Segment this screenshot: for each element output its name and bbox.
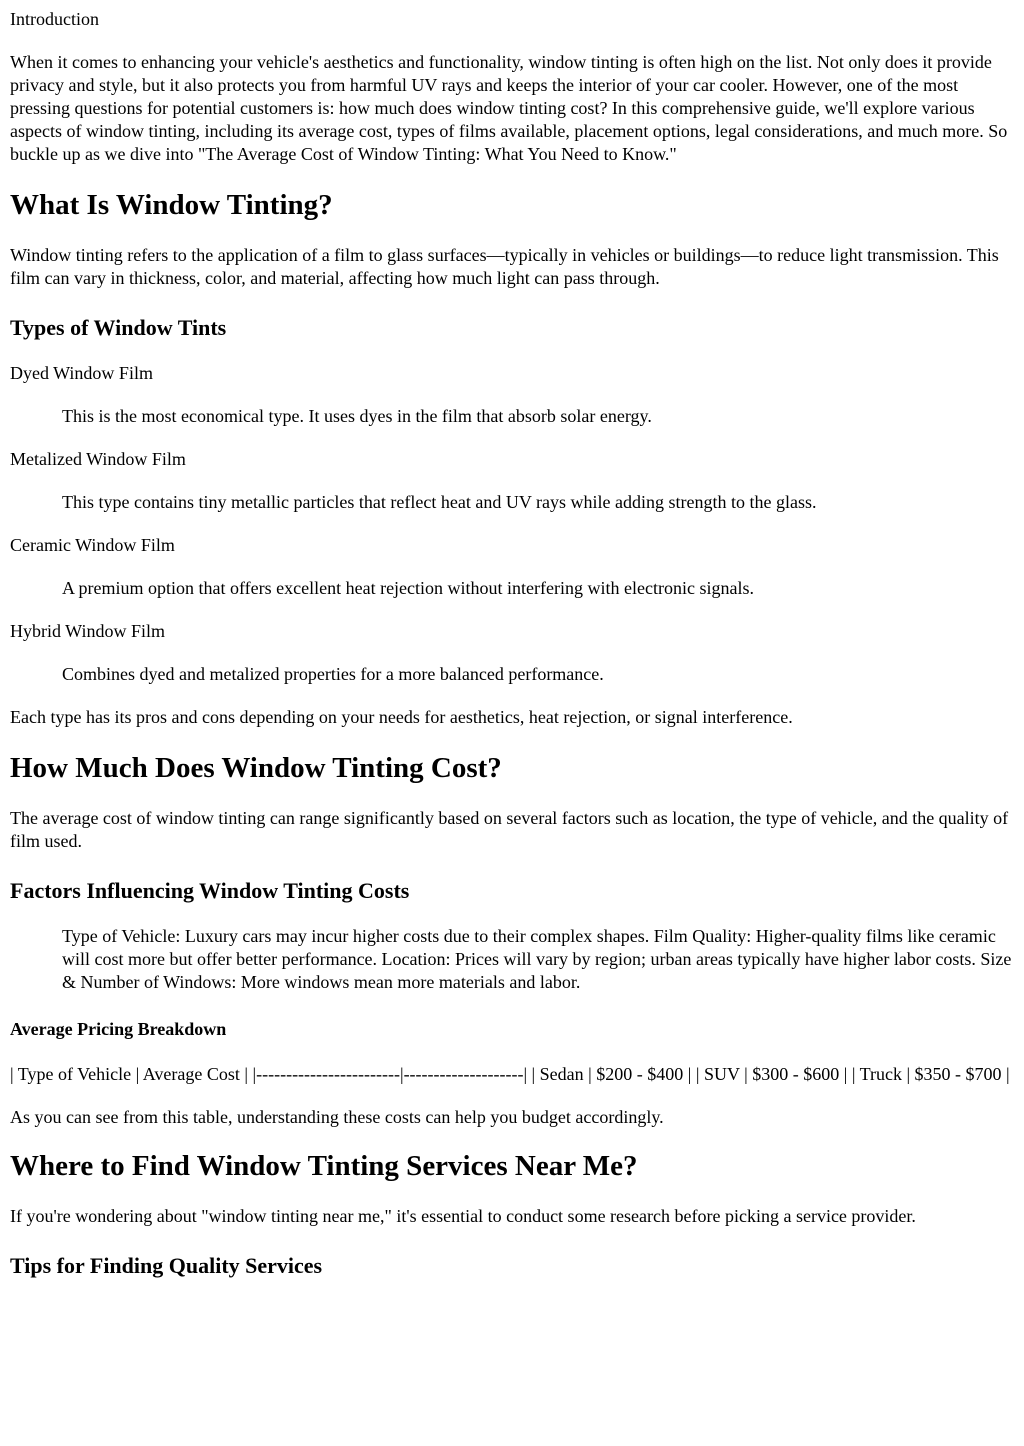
pricing-table-text: | Type of Vehicle | Average Cost | |------------------------|--------------------| | Sedan | $200 - $400 | | SUV | $300 - $600 | | Truck | $350 - $700 | — [10, 1064, 1010, 1084]
near-me-paragraph: If you're wondering about "window tinting near me," it's essential to conduct some research before picking a service provider. — [10, 1206, 916, 1226]
type-description: Combines dyed and metalized properties for a more balanced performance. — [62, 664, 604, 684]
cost-heading: How Much Does Window Tinting Cost? — [10, 752, 502, 784]
type-name: Ceramic Window Film — [10, 535, 175, 555]
types-summary: Each type has its pros and cons depending on your needs for aesthetics, heat rejection, or signal interference. — [10, 707, 793, 727]
cost-paragraph: The average cost of window tinting can range significantly based on several factors such as location, the type of vehicle, and the quality of film used. — [10, 808, 1009, 851]
pricing-summary: As you can see from this table, understanding these costs can help you budget accordingly. — [10, 1107, 664, 1127]
type-description: This type contains tiny metallic particles that reflect heat and UV rays while adding strength to the glass. — [62, 492, 817, 512]
types-list — [10, 362, 1014, 686]
type-description: A premium option that offers excellent heat rejection without interfering with electronic signals. — [62, 578, 754, 598]
type-name: Metalized Window Film — [10, 449, 186, 469]
near-me-heading: Where to Find Window Tinting Services Near Me? — [10, 1150, 638, 1182]
type-description: This is the most economical type. It uses dyes in the film that absorb solar energy. — [62, 406, 652, 426]
types-heading: Types of Window Tints — [10, 315, 227, 340]
what-is-paragraph: Window tinting refers to the application of a film to glass surfaces—typically in vehicles or buildings—to reduce light transmission. This film can vary in thickness, color, and material, affecting how much light can pass through. — [10, 245, 999, 288]
pricing-heading: Average Pricing Breakdown — [10, 1019, 227, 1039]
factors-text: Type of Vehicle: Luxury cars may incur higher costs due to their complex shapes. Film Quality: Higher-quality films like ceramic will cost more but offer better performance. Location: Prices will vary by region; urban areas typically have higher labor costs. Size & Number of Windows: More windows mean more materials and labor. — [62, 926, 1012, 992]
type-name: Dyed Window Film — [10, 363, 153, 383]
type-name: Hybrid Window Film — [10, 621, 165, 641]
intro-label: Introduction — [10, 9, 99, 29]
tips-heading: Tips for Finding Quality Services — [10, 1253, 323, 1278]
what-is-heading: What Is Window Tinting? — [10, 189, 333, 221]
factors-heading: Factors Influencing Window Tinting Costs — [10, 878, 410, 903]
intro-paragraph: When it comes to enhancing your vehicle's aesthetics and functionality, window tinting is often high on the list. Not only does it provide privacy and style, but it also protects you from harmful UV rays and keeps the interior of your car cooler. However, one of the most pressing questions for potential customers is: how much does window tinting cost? In this comprehensive guide, we'll explore various aspects of window tinting, including its average cost, types of films available, placement options, legal considerations, and much more. So buckle up as we dive into "The Average Cost of Window Tinting: What You Need to Know." — [10, 52, 1008, 164]
